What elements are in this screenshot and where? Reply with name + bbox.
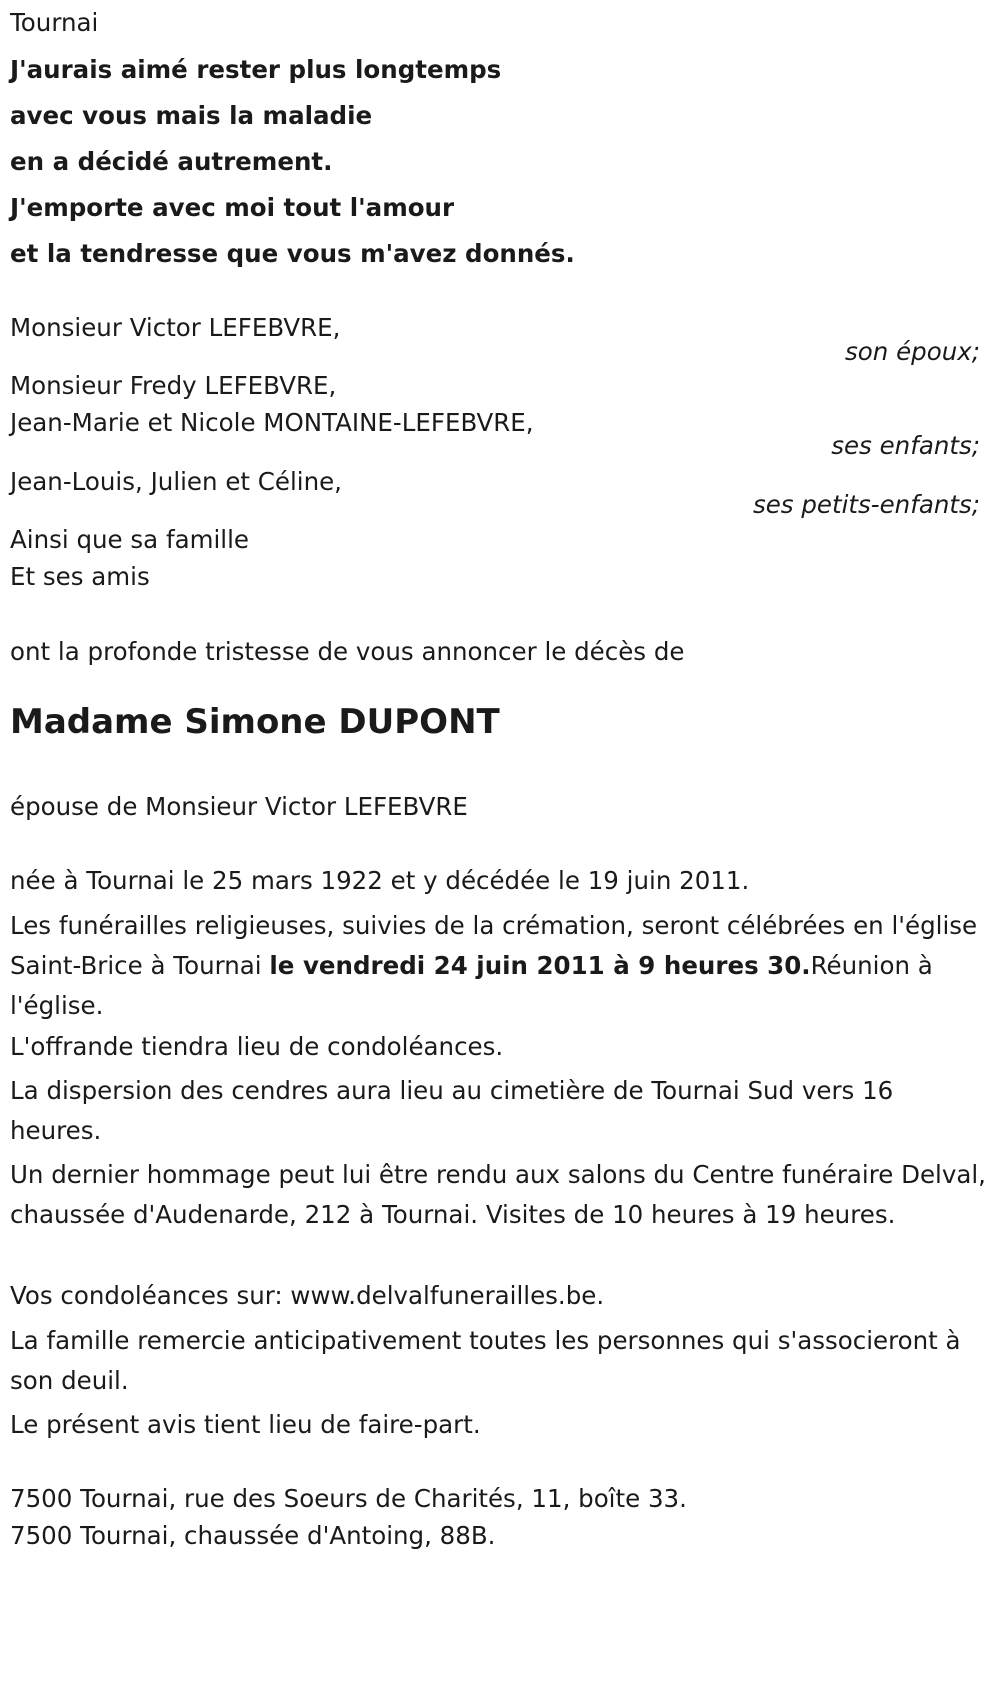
condolences-web: Vos condoléances sur: www.delvalfunerailles.be.	[10, 1281, 605, 1310]
poem-line-4: J'emporte avec moi tout l'amour	[10, 193, 455, 222]
grandchildren-role: ses petits-enfants;	[752, 490, 980, 519]
funeral-date: le vendredi 24 juin 2011 à 9 heures 30.	[269, 951, 811, 980]
poem-line-1: J'aurais aimé rester plus longtemps	[10, 55, 502, 84]
thanks: La famille remercie anticipativement toutes les personnes qui s'associeront à son deuil.	[10, 1326, 961, 1395]
tribute: Un dernier hommage peut lui être rendu aux salons du Centre funéraire Delval, chaussée d'Audenarde, 212 à Tournai. Visites de 10 heures à 19 heures.	[10, 1160, 986, 1229]
deceased-name: Madame Simone DUPONT	[10, 702, 500, 742]
children-role: ses enfants;	[831, 431, 980, 460]
poem-line-2: avec vous mais la maladie	[10, 101, 373, 130]
family-line: Ainsi que sa famille	[10, 525, 249, 554]
birth-death: née à Tournai le 25 mars 1922 et y décédée le 19 juin 2011.	[10, 866, 750, 895]
address-2: 7500 Tournai, chaussée d'Antoing, 88B.	[10, 1521, 496, 1550]
child-name-2: Jean-Marie et Nicole MONTAINE-LEFEBVRE,	[10, 408, 534, 437]
poem-line-3: en a décidé autrement.	[10, 147, 333, 176]
friends-line: Et ses amis	[10, 562, 150, 591]
ashes-dispersion: La dispersion des cendres aura lieu au cimetière de Tournai Sud vers 16 heures.	[10, 1076, 894, 1145]
funeral-details	[10, 906, 990, 1026]
grandchildren-names: Jean-Louis, Julien et Céline,	[10, 467, 342, 496]
funeral-text: Les funérailles religieuses, suivies de la crémation, seront célébrées en l'église Saint-Brice à Tournai	[10, 911, 978, 980]
poem-line-5: et la tendresse que vous m'avez donnés.	[10, 239, 575, 268]
condolences-offering: L'offrande tiendra lieu de condoléances.	[10, 1032, 504, 1061]
child-name-1: Monsieur Fredy LEFEBVRE,	[10, 371, 337, 400]
city-heading: Tournai	[10, 8, 99, 37]
announcement: ont la profonde tristesse de vous annoncer le décès de	[10, 637, 685, 666]
spouse-of: épouse de Monsieur Victor LEFEBVRE	[10, 792, 468, 821]
notice: Le présent avis tient lieu de faire-part.	[10, 1410, 481, 1439]
spouse-role: son époux;	[845, 337, 980, 366]
spouse-name: Monsieur Victor LEFEBVRE,	[10, 313, 341, 342]
funeral-meeting: Réunion à l'église.	[10, 951, 933, 1020]
address-1: 7500 Tournai, rue des Soeurs de Charités, 11, boîte 33.	[10, 1484, 687, 1513]
